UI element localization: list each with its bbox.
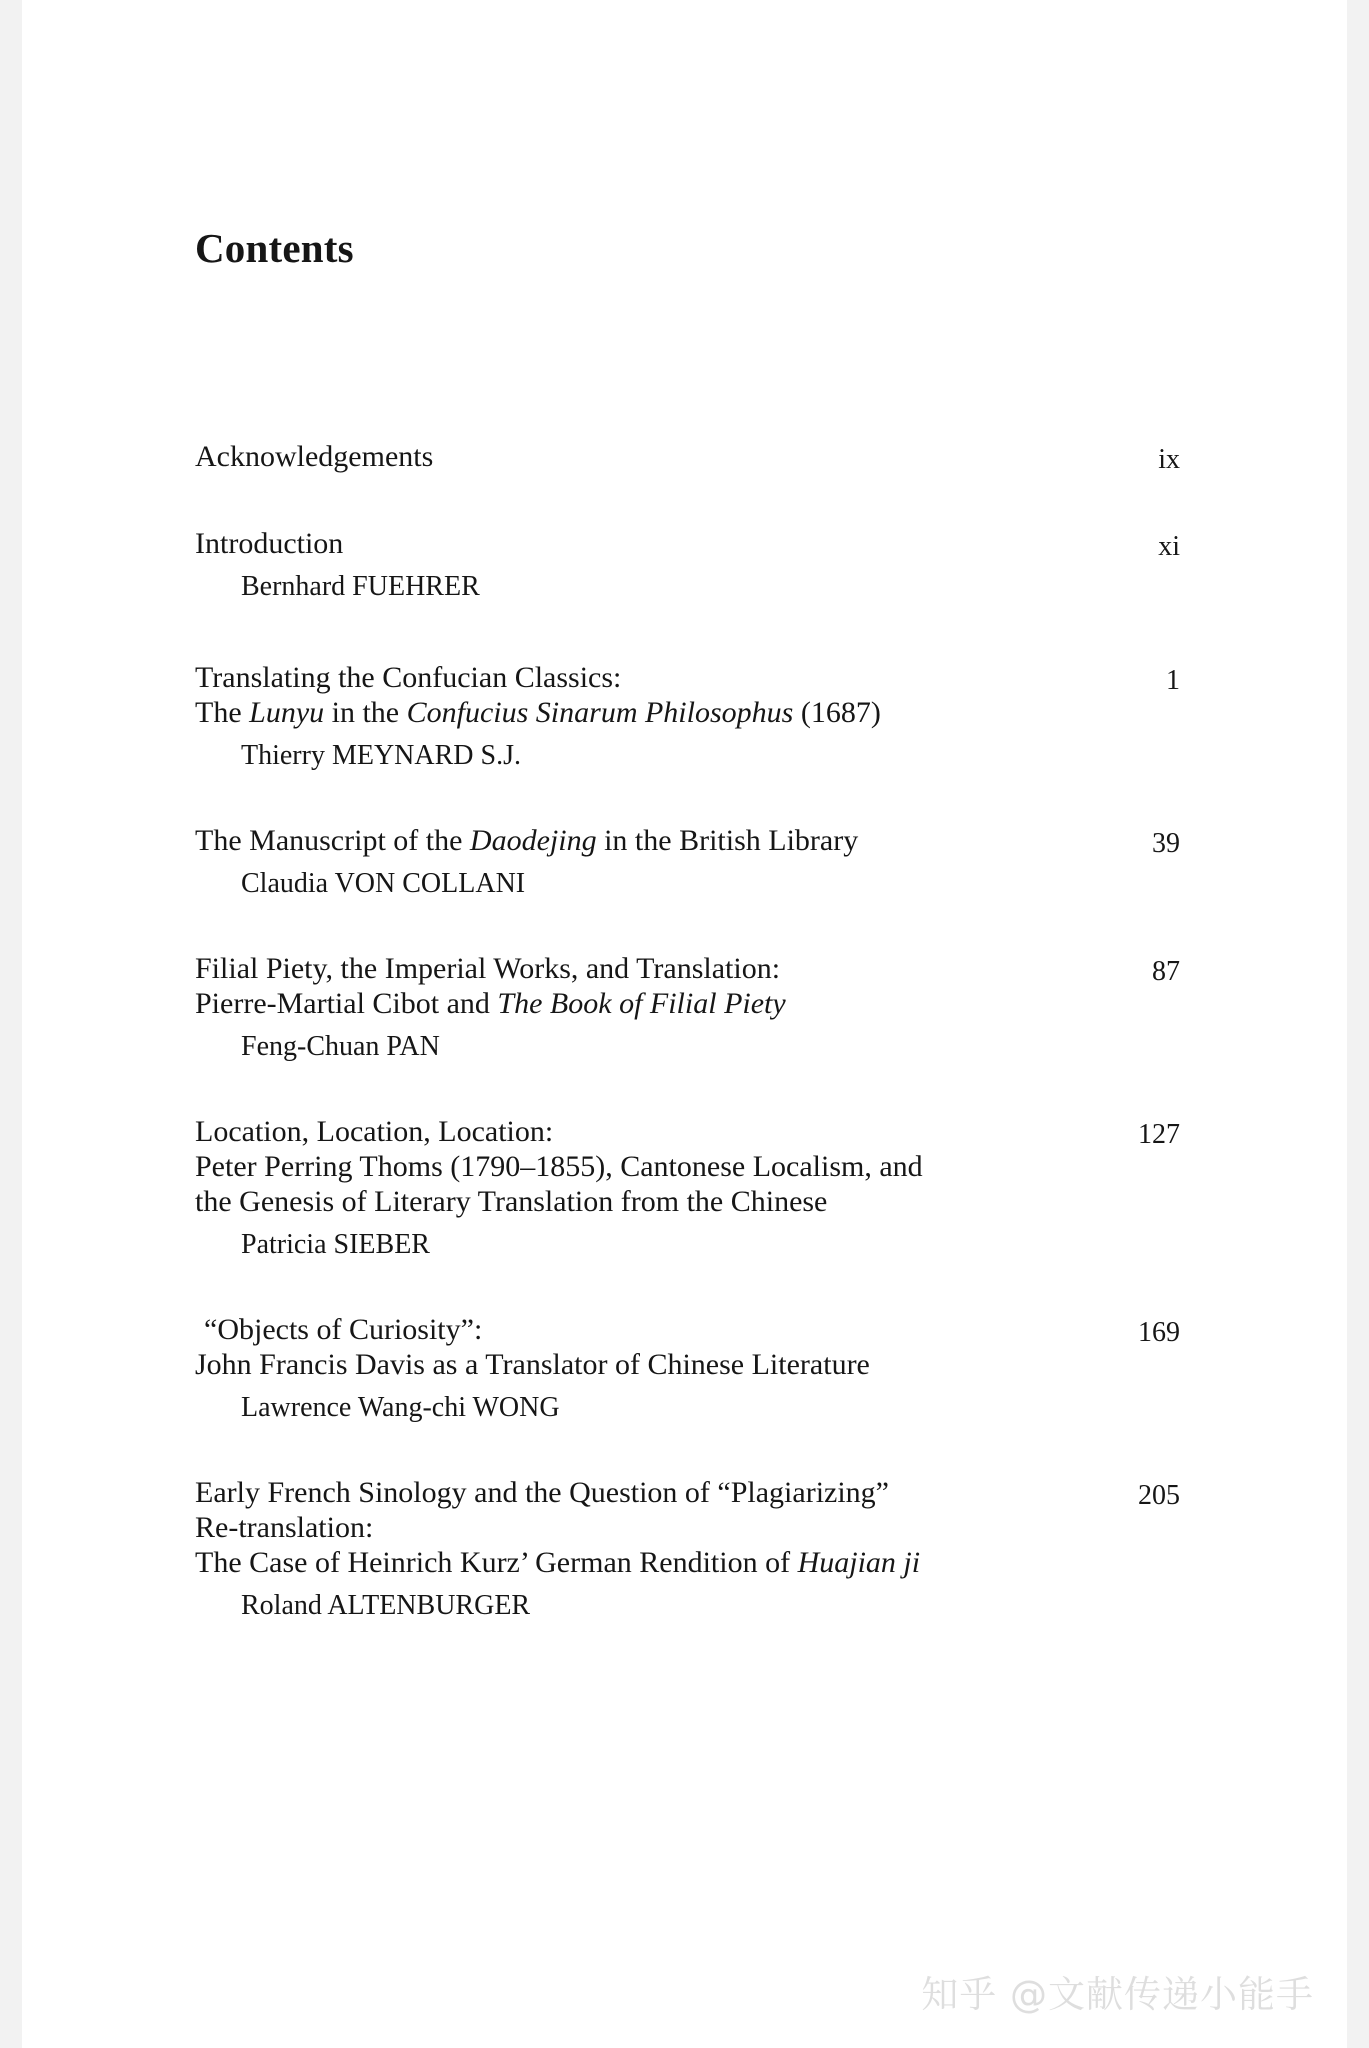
toc-page-number: 87: [1152, 956, 1180, 988]
title-italic-book-of-filial-piety: The Book of Filial Piety: [497, 987, 786, 1021]
entry-spacer: [195, 1261, 1180, 1313]
toc-entry-title-line: [195, 824, 1055, 859]
toc-entry-subtitle-line: John Francis Davis as a Translator of Chinese Literature: [195, 1348, 870, 1382]
toc-page-number: 205: [1138, 1480, 1180, 1512]
title-italic-daodejing: Daodejing: [469, 824, 597, 858]
toc-entry-title-line: Acknowledgements: [195, 440, 434, 473]
title-text: The Manuscript of the: [195, 824, 470, 858]
toc-entry-author: Bernhard FUEHRER: [241, 570, 480, 602]
title-text: Translating the Confucian Classics:: [195, 661, 622, 695]
zhihu-watermark: 知乎 @文献传递小能手: [921, 1973, 1314, 2016]
toc-page-number: 39: [1152, 828, 1180, 860]
toc-entry-title-lines: [195, 952, 1055, 1063]
toc-entry-title-lines: [195, 1476, 1055, 1622]
toc-entry-title-line: Early French Sinology and the Question of “Plagiarizing”: [195, 1476, 889, 1510]
toc-entry-introduction[interactable]: [195, 527, 1180, 603]
toc-page-number: 169: [1138, 1317, 1180, 1349]
page-text-block: [195, 0, 1180, 2048]
toc-entry-title-lines: [195, 527, 1055, 603]
title-italic-lunyu: Lunyu: [249, 695, 325, 729]
toc-entry-title-lines: [195, 661, 1055, 772]
toc-entry-author: Feng-Chuan PAN: [241, 1030, 440, 1062]
toc-page-number: 127: [1138, 1119, 1180, 1151]
toc-entry-title-line: Introduction: [195, 526, 344, 560]
entry-spacer: [195, 900, 1180, 952]
toc-entry-title-line: Filial Piety, the Imperial Works, and Translation:: [195, 952, 781, 986]
toc-entry-early-french-sinology[interactable]: [195, 1476, 1180, 1622]
toc-entry-subtitle-line: Re-translation:: [195, 1511, 374, 1545]
toc-entry-acknowledgements[interactable]: [195, 440, 1180, 475]
toc-entry-title-lines: [195, 1313, 1055, 1424]
toc-entry-subtitle-line: [195, 987, 1055, 1022]
toc-entry-author: Roland ALTENBURGER: [241, 1589, 531, 1621]
toc-entry-subtitle-line: [195, 1546, 1055, 1581]
toc-entry-filial-piety[interactable]: [195, 952, 1180, 1063]
book-page: [22, 0, 1347, 2048]
page-title: Contents: [195, 225, 354, 271]
toc-entry-title-lines: [195, 1115, 1055, 1261]
toc-page-number: xi: [1158, 530, 1180, 562]
toc-entry-translating-confucian-classics[interactable]: [195, 661, 1180, 772]
title-text: The: [195, 695, 250, 729]
toc-entry-subtitle-line: the Genesis of Literary Translation from the Chinese: [195, 1185, 828, 1219]
toc-entry-author: Patricia SIEBER: [241, 1228, 430, 1260]
title-italic-confucius-sinarum-philosophus: Confucius Sinarum Philosophus: [406, 695, 794, 729]
toc-entry-title-line: “Objects of Curiosity”:: [204, 1313, 483, 1347]
entry-spacer: [195, 772, 1180, 824]
title-text: in the: [324, 695, 407, 729]
title-text: (1687): [793, 695, 881, 729]
title-text: Pierre-Martial Cibot and: [195, 987, 498, 1021]
toc-entry-author: Lawrence Wang-chi WONG: [241, 1391, 560, 1423]
toc-entry-author: Thierry MEYNARD S.J.: [241, 739, 521, 771]
toc-entry-manuscript-daodejing[interactable]: [195, 824, 1180, 900]
title-text: The Case of Heinrich Kurz’ German Rendition of: [195, 1545, 798, 1579]
toc-entry-list: [195, 440, 1180, 1622]
entry-spacer: [195, 1424, 1180, 1476]
entry-spacer: [195, 1063, 1180, 1115]
toc-entry-location-location-location[interactable]: [195, 1115, 1180, 1261]
toc-entry-author: Claudia VON COLLANI: [241, 867, 526, 899]
toc-entry-title-lines: [195, 824, 1055, 900]
toc-page-number: ix: [1158, 444, 1180, 475]
title-italic-huajian-ji: Huajian ji: [797, 1545, 921, 1579]
toc-entry-title-lines: [195, 440, 1055, 475]
entry-spacer: [195, 475, 1180, 527]
toc-entry-title-line: Location, Location, Location:: [195, 1115, 554, 1149]
toc-entry-subtitle-line: [195, 696, 1055, 731]
toc-entry-objects-of-curiosity[interactable]: [195, 1313, 1180, 1424]
toc-entry-subtitle-line: Peter Perring Thoms (1790–1855), Cantonese Localism, and: [195, 1150, 923, 1184]
entry-spacer: [195, 603, 1180, 661]
toc-page-number: 1: [1166, 665, 1180, 697]
toc-entry-title-line: [195, 661, 1055, 696]
title-text: in the British Library: [596, 824, 859, 858]
